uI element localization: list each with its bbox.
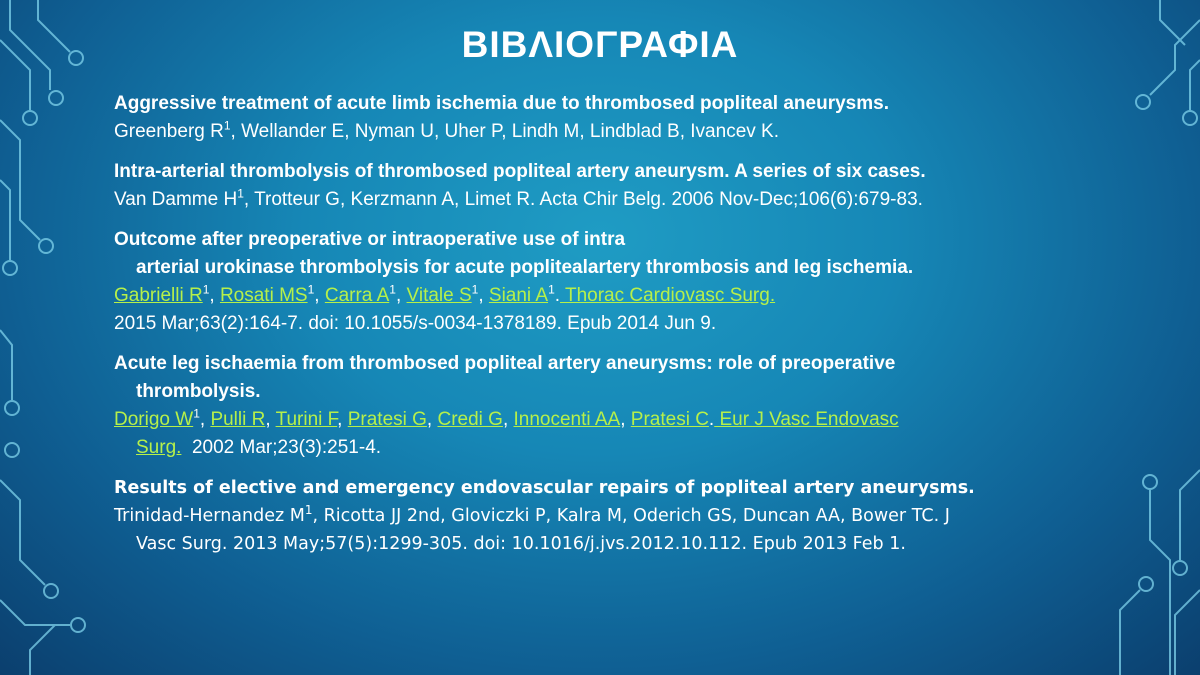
- circuit-node: [1139, 577, 1153, 591]
- reference-title: Results of elective and emergency endovascular repairs of popliteal artery aneurysms.: [114, 478, 975, 498]
- circuit-node: [39, 239, 53, 253]
- author-link[interactable]: Vitale S: [406, 285, 472, 306]
- reference-title-continued: arterial urokinase thrombolysis for acute poplitealartery thrombosis and leg ischemia.: [136, 257, 914, 278]
- journal-link[interactable]: Eur J Vasc Endovasc: [714, 409, 899, 430]
- reference-5: [114, 474, 1074, 558]
- reference-4: [114, 350, 1074, 462]
- circuit-node: [44, 584, 58, 598]
- reference-title: Outcome after preoperative or intraoperative use of intra: [114, 229, 626, 250]
- reference-3: [114, 226, 1074, 338]
- circuit-node: [1136, 95, 1150, 109]
- author-link[interactable]: Dorigo W: [114, 409, 194, 430]
- circuit-node: [5, 401, 19, 415]
- circuit-trace: [0, 120, 40, 240]
- circuit-trace: [0, 480, 45, 585]
- reference-authors: Van Damme $H^1$, Trotteur G, Kerzmann A, Limet R. Acta Chir Belg. 2006 Nov-Dec;106(6):679-83.: [114, 186, 923, 210]
- reference-authors: Gabrielli $R^1$, Rosati $MS^1$, Carra $A^1$, Vitale $S^1$, Siani $A^1$. Thorac Cardiovasc Surg.: [114, 282, 776, 306]
- reference-citation: Vasc Surg. 2013 May;57(5):1299-305. doi: 10.1016/j.jvs.2012.10.112. Epub 2013 Feb 1.: [136, 534, 906, 554]
- circuit-trace: [1120, 590, 1140, 675]
- circuit-node: [1173, 561, 1187, 575]
- circuit-node: [49, 91, 63, 105]
- author-link[interactable]: Turini F: [275, 409, 338, 430]
- author-link[interactable]: Siani A: [488, 285, 549, 306]
- circuit-trace: [30, 625, 55, 675]
- journal-link[interactable]: Surg.: [136, 437, 182, 458]
- reference-list: [114, 90, 1074, 558]
- reference-authors: Trinidad-Hernandez $M^1$, Ricotta JJ 2nd, Gloviczki P, Kalra M, Oderich GS, Duncan AA, Bower TC. J: [114, 503, 950, 526]
- author-link[interactable]: Carra A: [324, 285, 390, 306]
- circuit-node: [23, 111, 37, 125]
- author-link[interactable]: Pulli R: [210, 409, 266, 430]
- circuit-trace: [0, 180, 10, 260]
- circuit-trace: [1190, 60, 1200, 110]
- reference-authors: Greenberg $R^1$, Wellander E, Nyman U, Uher P, Lindh M, Lindblad B, Ivancev K.: [114, 118, 779, 142]
- circuit-trace: [1175, 590, 1200, 675]
- reference-title: Intra-arterial thrombolysis of thrombosed popliteal artery aneurysm. A series of six cases.: [114, 161, 926, 182]
- circuit-node: [1143, 475, 1157, 489]
- circuit-node: [71, 618, 85, 632]
- author-link[interactable]: Rosati MS: [219, 285, 308, 306]
- circuit-trace: [1180, 470, 1200, 560]
- circuit-node: [1183, 111, 1197, 125]
- reference-authors: Dorigo $W^1$, Pulli R, Turini F, Pratesi G, Credi G, Innocenti AA, Pratesi C. Eur J Vasc Endovasc: [114, 406, 899, 430]
- journal-link[interactable]: Thorac Cardiovasc Surg.: [560, 285, 776, 306]
- author-link[interactable]: Gabrielli R: [114, 285, 203, 306]
- reference-citation: Surg. 2002 Mar;23(3):251-4.: [136, 437, 382, 458]
- circuit-node: [5, 443, 19, 457]
- author-link[interactable]: Pratesi G: [347, 409, 427, 430]
- reference-title: Acute leg ischaemia from thrombosed popliteal artery aneurysms: role of preoperative: [114, 353, 896, 374]
- circuit-trace: [0, 600, 70, 625]
- circuit-trace: [0, 330, 12, 400]
- author-link[interactable]: Pratesi C: [630, 409, 709, 430]
- author-link[interactable]: Innocenti AA: [513, 409, 621, 430]
- slide-title: ΒΙΒΛΙΟΓΡΑΦΙΑ: [461, 24, 739, 65]
- reference-title-continued: thrombolysis.: [136, 381, 261, 402]
- reference-1: [114, 90, 1074, 146]
- reference-title: Aggressive treatment of acute limb ischemia due to thrombosed popliteal aneurysms.: [114, 93, 889, 114]
- circuit-node: [3, 261, 17, 275]
- reference-2: [114, 158, 1074, 214]
- author-link[interactable]: Credi G: [437, 409, 503, 430]
- reference-citation: 2015 Mar;63(2):164-7. doi: 10.1055/s-0034-1378189. Epub 2014 Jun 9.: [114, 313, 717, 334]
